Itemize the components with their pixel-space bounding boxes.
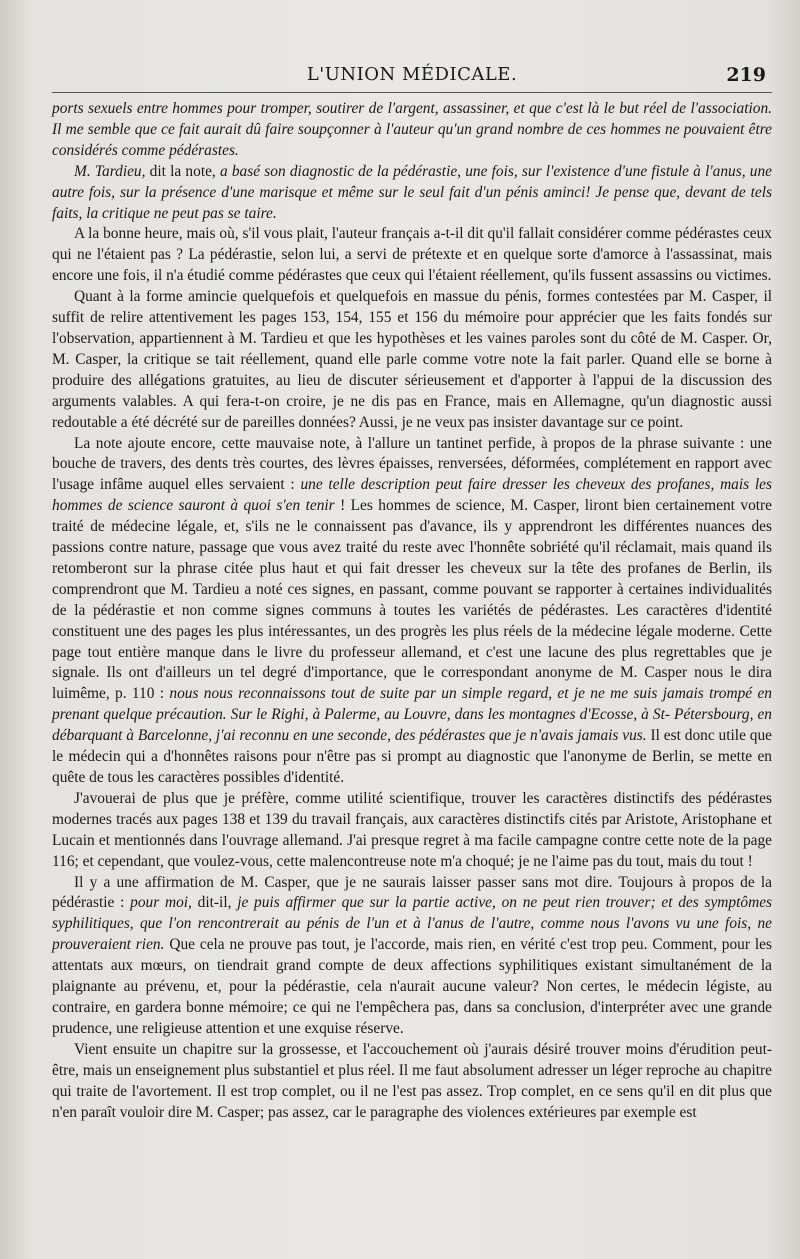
journal-title: L'UNION MÉDICALE. xyxy=(306,64,518,85)
text-run: Il est donc utile que le médecin qui a d'honnêtes raisons pour n'être pas si prompt au diagnostic que l'anonyme de Berlin, se mette en quête de tous les caractères possibles d'identité. xyxy=(52,727,772,786)
paragraph xyxy=(52,287,772,433)
article-body xyxy=(52,99,772,1123)
italic-text: ports sexuels entre hommes pour tromper, soutirer de l'argent, assassiner, et que c'est là le but réel de l'association. Il me semble que ce fait aurait dû faire soupçonner à l'auteur qu'un grand nombre de ces hommes ne pouvaient être considérés comme pédérastes. xyxy=(52,100,772,159)
text-run: J'avouerai de plus que je préfère, comme utilité scientifique, trouver les caractères distinctifs des pédérastes modernes tracés aux pages 138 et 139 du travail français, aux caractères distinctifs cités par Aristote, Aristophane et Lucain et mentionnés dans l'ouvrage allemand. J'ai presque regret à ma facile campagne contre cette note de la page 116; et cependant, que voulez-vous, cette malencontreuse note m'a choqué; je ne l'aime pas du tout, mais du tout ! xyxy=(52,789,772,870)
text-run: Quant à la forme amincie quelquefois et quelquefois en massue du pénis, formes contestées par M. Casper, il suffit de relire attentivement les pages 153, 154, 155 et 156 du mémoire pour apprécier que les faits fondés sur l'observation, appartiennent à M. Tardieu et que les hypothèses et les vaines paroles sont du côté de M. Casper. Or, M. Casper, la critique se tait réellement, quand elle parle comme votre note la fait parler. Quand elle se borne à produire des allégations gratuites, au lieu de discuter sérieusement et d'apporter à l'appui de la discussion des arguments valables. A qui fera-t-on croire, je ne dis pas en France, mais en Allemagne, qu'un diagnostic aussi redoutable a été décrété sur de pareilles données? Aussi, je ne veux pas insister davantage sur ce point. xyxy=(52,288,772,431)
text-run: Il y a une affirmation de M. Casper, que je ne saurais laisser passer sans mot dire. Toujours à propos de la pédérastie : xyxy=(52,873,772,912)
text-run: A la bonne heure, mais où, s'il vous plait, l'auteur français a-t-il dit qu'il fallait considérer comme pédérastes ceux qui ne l'étaient pas ? La pédérastie, selon lui, a servi de prétexte et en quelque sorte d'amorce à l'assassinat, mais encore une fois, il n'a étudié comme pédérastes que ceux qui l'étaient réellement, qu'ils fussent assassins ou victimes. xyxy=(52,225,772,285)
paragraph xyxy=(52,99,772,162)
text-run: dit-il, xyxy=(191,894,238,912)
paragraph xyxy=(52,1040,772,1124)
text-run: ! Les hommes de science, M. Casper, liront bien certainement votre traité de médecine légale, et, s'ils ne le connaissent pas d'avance, ils y apprendront les différentes nuances des passions contre nature, passage que vous avez traité du reste avec l'honnête sobriété qu'il réclamait, mais quand ils retomberont sur la phrase citée plus haut et qui fait dresser les cheveux sur la tête des profanes de Berlin, ils comprendront que M. Tardieu a noté ces signes, en passant, comme pouvant se rapporter à certaines individualités de la pédérastie et non comme signes communs à toutes les variétés de pédérastes. Les caractères d'identité constituent une des pages les plus intéressantes, un des progrès les plus réels de la médecine légale moderne. Cette page tout entière manque dans le livre du professeur allemand, et c'est une lacune des plus regrettables que je signale. Ils ont d'ailleurs un tel degré d'importance, que le correspondant anonyme de M. Casper nous le dira luimême, p. 110 : xyxy=(52,497,772,703)
italic-text: une telle description peut faire dresser les cheveux des profanes, mais les hommes de science sauront à quoi s'en tenir xyxy=(52,476,773,515)
italic-text: a basé son diagnostic de la pédérastie, une fois, sur l'existence d'une fistule à l'anus, une autre fois, sur la présence d'une marisque et même sur le seul fait d'un pénis aminci! Je pense que, devant de tels faits, la critique ne peut pas se taire. xyxy=(52,162,772,222)
text-run: La note ajoute encore, cette mauvaise note, à l'allure un tantinet perfide, à propos de la phrase suivante : une bouche de travers, des dents très courtes, des lèvres épaisses, renversées, déformées, complétement en rapport avec l'usage infâme auquel elles servaient : xyxy=(52,434,772,494)
paragraph xyxy=(52,162,772,225)
page-header xyxy=(52,62,772,93)
text-run: Que cela ne prouve pas tout, je l'accorde, mais rien, en vérité c'est trop peu. Comment, pour les attentats aux mœurs, on tiendrait grand compte de deux affections syphilitiques existant simultanément de la plaignante au prévenu, et, pour la pédérastie, cela n'aurait aucune valeur? Non certes, le médecin légiste, au contraire, en gardera bonne mémoire; ce qui ne l'empêchera pas, dans sa conclusion, d'interpréter avec une grande prudence, une religieuse attention et une exquise réserve. xyxy=(52,936,772,1037)
paragraph xyxy=(52,873,772,1040)
paragraph xyxy=(52,224,772,287)
paragraph xyxy=(52,434,772,789)
italic-text: je puis affirmer que sur la partie active, on ne peut rien trouver; et des symptômes syphilitiques, que l'on rencontrerait au pénis de l'un et à l'anus de l'autre, comme nous l'avons vu une fois, ne prouveraient rien. xyxy=(52,894,773,954)
text-run: Vient ensuite un chapitre sur la grossesse, et l'accouchement où j'aurais désiré trouver moins d'érudition peut-être, mais un enseignement plus substantiel et plus réel. Il me faut absolument adresser un léger reproche au chapitre qui traite de l'avortement. Il est trop complet, ou il ne l'est pas assez. Trop complet, en ce sens qu'il en dit plus que n'en paraît vouloir dire M. Casper; pas assez, car le paragraphe des violences extérieures par exemple est xyxy=(52,1040,772,1121)
text-run: dit la note, xyxy=(149,162,220,180)
italic-text: M. Tardieu, xyxy=(74,162,150,180)
italic-text: pour moi, xyxy=(130,894,192,912)
paragraph xyxy=(52,789,772,873)
page-number: 219 xyxy=(726,64,766,86)
italic-text: nous nous reconnaissons tout de suite par un simple regard, et je ne me suis jamais trompé en prenant quelque précaution. Sur le Righi, à Palerme, au Louvre, dans les montagnes d'Ecosse, à St- Pétersbourg, en débarquant à Barcelonne, j'ai reconnu en une seconde, des pédérastes que je n'avais jamais vus. xyxy=(52,685,772,745)
